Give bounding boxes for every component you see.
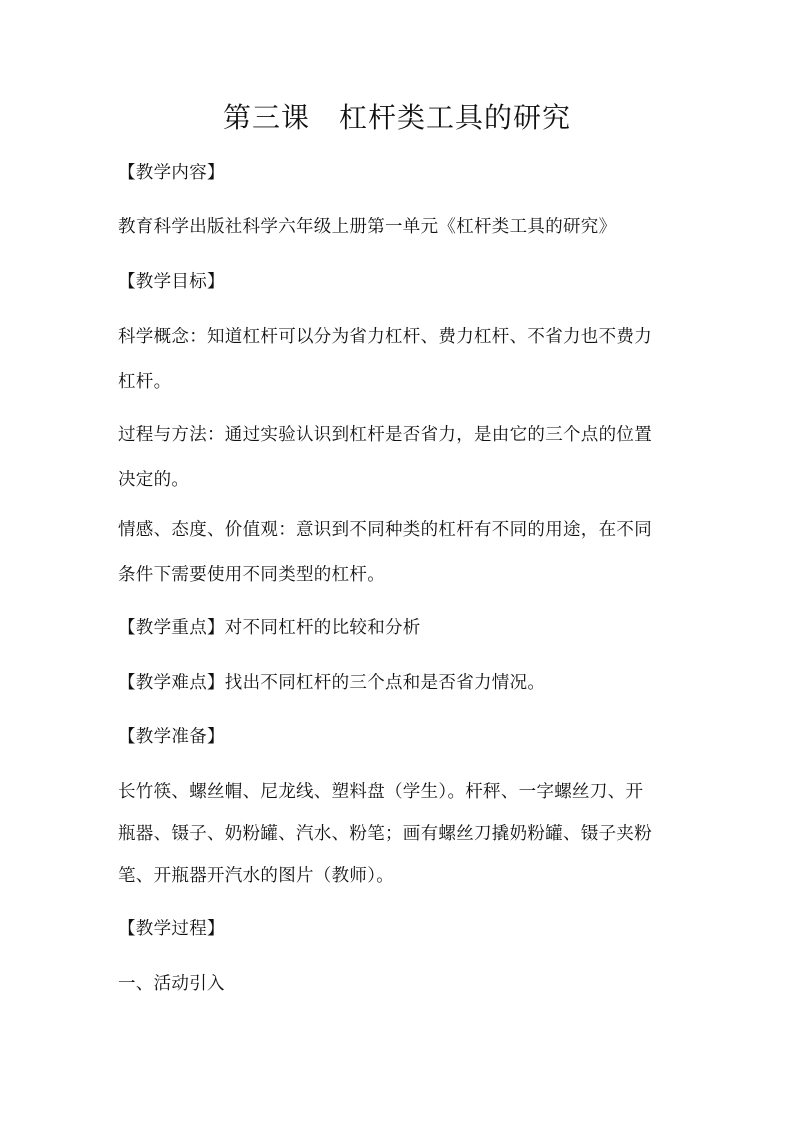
objective-process-method-cont: 决定的。 xyxy=(118,470,190,490)
section-heading-objectives: 【教学目标】 xyxy=(118,272,225,292)
objective-attitude-values-cont: 条件下需要使用不同类型的杠杆。 xyxy=(118,565,385,585)
textbook-reference: 教育科学出版社科学六年级上册第一单元《杠杆类工具的研究》 xyxy=(118,217,617,237)
objective-science-concept-cont: 杠杆。 xyxy=(118,372,172,392)
preparation-materials-2: 瓶器、镊子、奶粉罐、汽水、粉笔；画有螺丝刀撬奶粉罐、镊子夹粉 xyxy=(118,824,652,844)
objective-process-method: 过程与方法：通过实验认识到杠杆是否省力，是由它的三个点的位置 xyxy=(118,425,652,445)
objective-attitude-values: 情感、态度、价值观：意识到不同种类的杠杆有不同的用途，在不同 xyxy=(118,520,652,540)
teaching-key-points: 【教学重点】对不同杠杆的比较和分析 xyxy=(118,618,421,638)
preparation-materials-3: 笔、开瓶器开汽水的图片（教师）。 xyxy=(118,866,395,886)
section-heading-process: 【教学过程】 xyxy=(118,919,225,939)
preparation-materials-1: 长竹筷、螺丝帽、尼龙线、塑料盘（学生）。杆秤、一字螺丝刀、开 xyxy=(118,782,644,802)
document-title: 第三课 杠杆类工具的研究 xyxy=(222,101,571,134)
teaching-difficulties: 【教学难点】找出不同杠杆的三个点和是否省力情况。 xyxy=(118,673,546,693)
objective-science-concept: 科学概念：知道杠杆可以分为省力杠杆、费力杠杆、不省力也不费力 xyxy=(118,327,652,347)
section-heading-preparation: 【教学准备】 xyxy=(118,727,225,747)
section-heading-content: 【教学内容】 xyxy=(118,163,225,183)
process-step-intro: 一、活动引入 xyxy=(118,974,225,994)
